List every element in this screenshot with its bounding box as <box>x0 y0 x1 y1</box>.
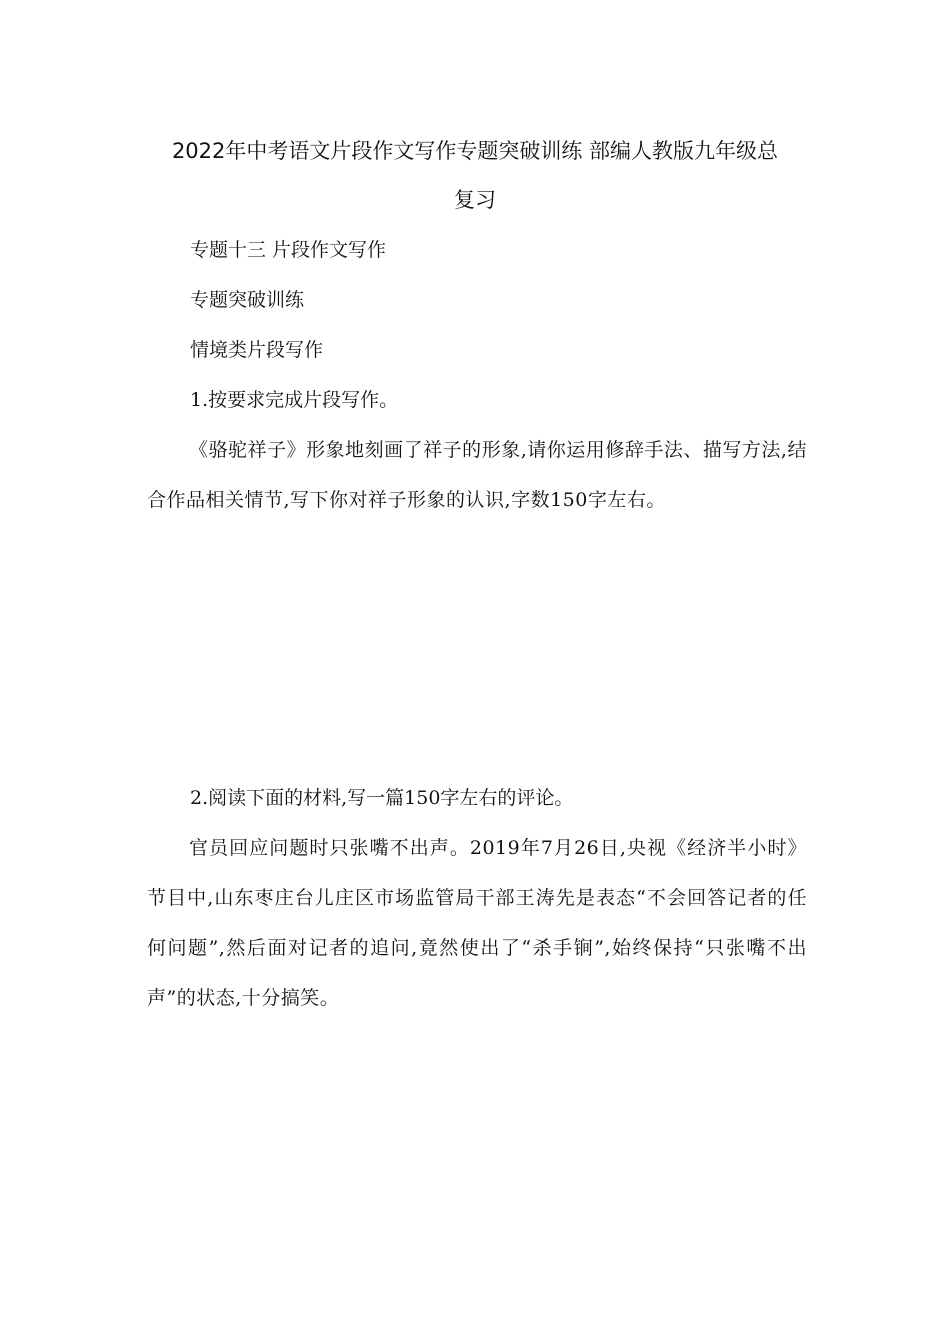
topic-heading: 专题十三 片段作文写作 <box>190 239 387 261</box>
document-title-line-1: 2022年中考语文片段作文写作专题突破训练 部编人教版九年级总 <box>171 139 779 163</box>
document-title-line-2: 复习 <box>454 188 496 212</box>
question-1-body: 《骆驼祥子》形象地刻画了祥子的形象,请你运用修辞手法、描写方法,结合作品相关情节,写下你对祥子形象的认识,字数150字左右。 <box>147 439 807 511</box>
question-2-body: 官员回应问题时只张嘴不出声。2019年7月26日,央视《经济半小时》节目中,山东枣庄台儿庄区市场监管局干部王涛先是表态“不会回答记者的任何问题”,然后面对记者的追问,竟然使出了“杀手锏”,始终保持“只张嘴不出声”的状态,十分搞笑。 <box>147 837 807 1009</box>
training-heading: 专题突破训练 <box>190 289 305 311</box>
question-1-prompt: 1.按要求完成片段写作。 <box>190 389 399 411</box>
section-heading: 情境类片段写作 <box>190 339 324 361</box>
question-2-prompt: 2.阅读下面的材料,写一篇150字左右的评论。 <box>190 787 574 809</box>
